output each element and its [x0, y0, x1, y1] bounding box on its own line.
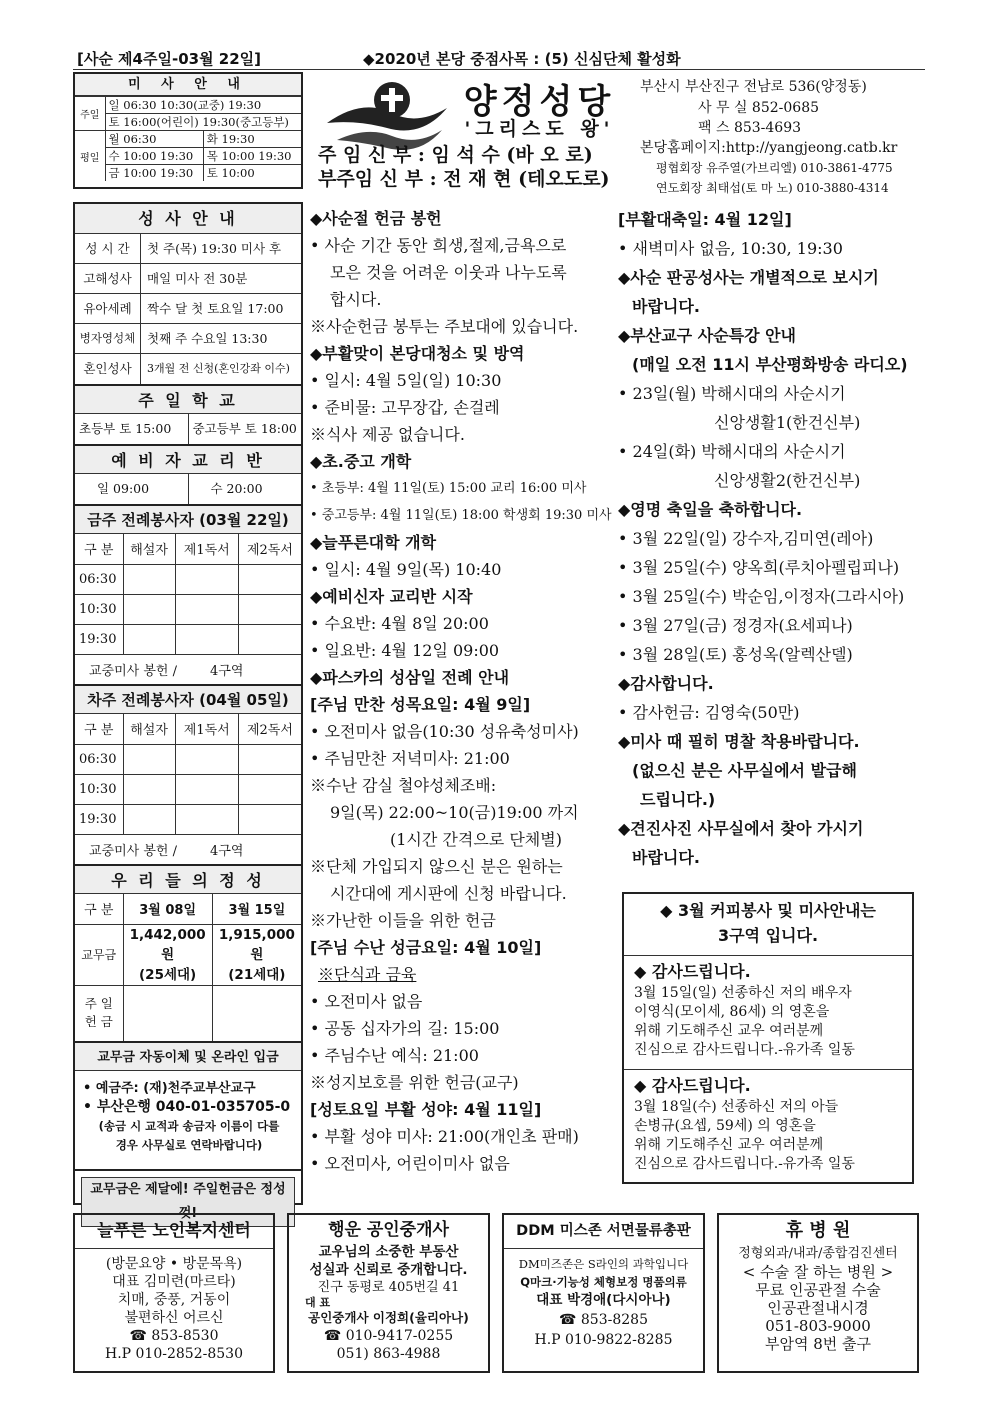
servers-this-week-table	[75, 534, 301, 684]
notice-item: (1시간 간격으로 단체별)	[390, 830, 562, 849]
thanks-notice-2	[624, 1070, 912, 1178]
ad-line: DM미즈존은 S라인의 과학입니다	[518, 1257, 689, 1271]
ad-line: H.P 010-2852-8530	[105, 1346, 243, 1362]
address: 부산시 부산진구 전남로 536(양정동)	[640, 79, 867, 95]
notice-heading-cont: (없으신 분은 사무실에서 발급해	[632, 761, 857, 780]
table-row	[75, 564, 301, 594]
sacrament-key: 혼인성사	[75, 354, 141, 384]
notice-heading-cont: 바랍니다.	[632, 297, 700, 316]
ad-line: < 수술 잘 하는 병원 >	[742, 1263, 894, 1281]
sunday-school-row	[75, 414, 301, 444]
weekday-label: 평일	[75, 131, 105, 182]
notice-item: • 23일(월) 박해시대의 사순시기	[618, 384, 846, 403]
table-row	[75, 894, 301, 924]
sacrament-value: 3개월 전 신청(혼인강좌 이수)	[147, 362, 290, 375]
notice-item: 신앙생활1(한건신부)	[714, 413, 861, 432]
sacrament-row	[75, 324, 301, 354]
notice-line: 3월 15일(일) 선종하신 저의 배우자	[634, 985, 852, 1001]
servers-this-week-title: 금주 전례봉사자 (03월 22일)	[75, 504, 301, 534]
ad-title: DDM 미스존 서면물류총판	[504, 1215, 703, 1249]
catechumen-row	[75, 474, 301, 504]
table-row	[75, 985, 301, 1041]
sacrament-key: 유아세례	[75, 294, 141, 323]
notice-item: 시간대에 게시판에 신청 바랍니다.	[330, 884, 567, 903]
tithe-0308	[123, 924, 212, 985]
ad-line: 정형외과/내과/종합검진센터	[738, 1246, 898, 1261]
ad-line: H.P 010-9822-8285	[534, 1332, 673, 1348]
sunday-school-title: 주 일 학 교	[75, 384, 301, 414]
table-header: 제1독서	[175, 534, 238, 564]
mass-time: 06:30	[75, 744, 123, 774]
liturgy-subheading: [부활대축일: 4월 12일]	[618, 210, 792, 229]
tithe-households: (21세대)	[228, 966, 286, 983]
table-row	[75, 744, 301, 774]
table-row	[75, 804, 301, 834]
weekday-mon: 월 06:30	[105, 131, 203, 148]
catechumen-wednesday: 수 20:00	[210, 481, 263, 496]
tithe-amount: 1,442,000원	[129, 926, 206, 963]
ad-hue-hospital	[717, 1213, 919, 1373]
offering-mass-note: 교중미사 봉헌 / 4구역	[89, 843, 244, 859]
mass-time: 06:30	[75, 564, 123, 594]
notice-item: • 사순 기간 동안 희생,절제,금욕으로	[310, 236, 567, 255]
table-row	[75, 654, 301, 684]
notice-heading: ◆파스카의 성삼일 전례 안내	[310, 668, 510, 687]
elementary-schedule: 초등부 토 15:00	[75, 414, 189, 444]
notice-heading: ◆ 감사드립니다.	[634, 1076, 751, 1095]
sacrament-key: 병자영성체	[75, 324, 141, 353]
table-row	[75, 714, 301, 744]
ad-realty-agent	[287, 1213, 490, 1373]
ad-line: 진구 동평로 405번길 41	[317, 1280, 460, 1295]
homepage-link[interactable]: 본당홈페이지:http://yangjeong.catb.kr	[640, 140, 898, 156]
notice-item: • 부활 성야 미사: 21:00(개인초 판매)	[310, 1127, 579, 1146]
notice-heading: ◆부활맞이 본당대청소 및 방역	[310, 344, 525, 363]
notice-line: 진심으로 감사드립니다.-유가족 일동	[634, 1156, 855, 1172]
account-holder: • 예금주: (재)천주교부산교구	[83, 1081, 256, 1096]
ad-line: 무료 인공관절 수술	[755, 1281, 881, 1299]
notice-item: • 주님만찬 저녁미사: 21:00	[310, 749, 510, 768]
left-info-column	[73, 202, 303, 1221]
table-header: 구 분	[75, 894, 123, 924]
sunday-row-2: 토 16:00(어린이) 19:30(중고등부)	[105, 114, 301, 131]
notice-item: • 일시: 4월 9일(목) 10:40	[310, 560, 502, 579]
tithe-label: 교무금	[75, 924, 123, 985]
notice-item: • 오전미사 없음(10:30 성유축성미사)	[310, 722, 579, 741]
notice-item: ※수난 감실 철야성체조배:	[310, 776, 497, 795]
sacrament-key: 고해성사	[75, 264, 141, 293]
tithe-0315	[212, 924, 301, 985]
weekday-sat: 토 10:00	[203, 165, 301, 182]
contact-block	[640, 76, 930, 198]
notice-line: 3구역 입니다.	[717, 926, 819, 945]
issue-header-bar	[73, 48, 925, 70]
table-header: 해설자	[123, 534, 175, 564]
liturgy-subheading: [주님 만찬 성목요일: 4월 9일]	[310, 695, 531, 714]
sacrament-row	[75, 264, 301, 294]
notice-item: • 3월 27일(금) 정경자(요세피나)	[618, 616, 853, 635]
church-subtitle: '그리스도 왕'	[464, 118, 615, 140]
notice-item: 9일(목) 22:00~10(금)19:00 까지	[330, 803, 579, 822]
notice-item: ※가난한 이들을 위한 헌금	[310, 911, 496, 930]
notice-item: • 3월 22일(일) 강수자,김미연(레아)	[618, 529, 874, 548]
sacrament-value: 짝수 달 첫 토요일 17:00	[147, 301, 284, 316]
table-row	[75, 594, 301, 624]
ad-line: 대 표	[305, 1296, 331, 1309]
weekday-tue: 화 19:30	[203, 131, 301, 148]
notice-item: • 수요반: 4월 8일 20:00	[310, 614, 489, 633]
ad-line: (방문요양 • 방문목욕)	[105, 1256, 243, 1272]
notice-item: ※단체 가입되지 않으신 분은 원하는	[310, 857, 563, 876]
table-header: 3월 08일	[123, 894, 212, 924]
notice-heading: ◆사순절 헌금 봉헌	[310, 209, 442, 228]
notice-item: • 3월 28일(토) 홍성옥(알렉산델)	[618, 645, 853, 664]
ad-line: 불편하신 어르신	[124, 1310, 224, 1326]
ad-line: 교우님의 소중한 부동산	[318, 1244, 459, 1260]
notice-item: • 3월 25일(수) 양옥희(루치아펠립피나)	[618, 558, 900, 577]
table-header: 구 분	[75, 534, 123, 564]
weekday-thu: 목 10:00 19:30	[203, 148, 301, 165]
ad-line: 성실과 신뢰로 중개합니다.	[309, 1262, 468, 1278]
office-phone: 사 무 실 852-0685	[698, 100, 820, 116]
sacrament-row	[75, 234, 301, 264]
table-row	[75, 774, 301, 804]
ad-line: 051) 863-4988	[336, 1346, 441, 1362]
notice-line: 이영식(모이세, 86세) 의 영혼을	[634, 1004, 830, 1020]
notice-line: 손병규(요셉, 59세) 의 영혼을	[634, 1118, 816, 1134]
table-row	[75, 834, 301, 864]
ad-title: 늘푸른 노인복지센터	[75, 1215, 273, 1249]
notice-item: • 주님수난 예식: 21:00	[310, 1046, 479, 1065]
ad-line: 대표 박경애(다시아나)	[536, 1292, 671, 1308]
catechumen-sunday: 일 09:00	[75, 474, 189, 504]
sunday-row-1: 일 06:30 10:30(교중) 19:30	[105, 97, 301, 114]
table-header: 제2독서	[238, 714, 301, 744]
sacrament-row	[75, 354, 301, 384]
coffee-service-notice	[624, 894, 912, 956]
notice-item: • 새벽미사 없음, 10:30, 19:30	[618, 239, 843, 258]
table-header: 제1독서	[175, 714, 238, 744]
pastor-line: 주 임 신 부 : 임 석 수 (바 오 로)	[318, 144, 593, 166]
transfer-note: (송금 시 교적과 송금자 이름이 다를	[98, 1119, 280, 1133]
ad-line: 공인중개사 이정희(율리아나)	[308, 1310, 469, 1325]
mass-time: 19:30	[75, 804, 123, 834]
ad-line: 치매, 중풍, 거동이	[117, 1292, 231, 1308]
mass-schedule-box	[73, 72, 303, 189]
notice-item: • 공동 십자가의 길: 15:00	[310, 1019, 500, 1038]
notice-line: 위해 기도해주신 교우 여러분께	[634, 1023, 824, 1039]
notice-heading-cont: 바랍니다.	[632, 848, 700, 867]
notice-heading: ◆늘푸른대학 개학	[310, 533, 437, 552]
tithe-households: (25세대)	[139, 966, 197, 983]
table-row	[75, 924, 301, 985]
label-line: 헌 금	[84, 1014, 113, 1030]
union-president: 연도회장 최태섭(토 마 노) 010-3880-4314	[656, 181, 889, 195]
pastoral-focus: ◆2020년 본당 중점사목 : (5) 신심단체 활성화	[363, 50, 681, 68]
liturgy-subheading: [주님 수난 성금요일: 4월 10일]	[310, 938, 542, 957]
notice-item: ※성지보호를 위한 헌금(교구)	[310, 1073, 519, 1092]
ad-senior-welfare-center	[73, 1213, 275, 1373]
offerings-title: 우 리 들 의 정 성	[75, 864, 301, 894]
table-row	[75, 624, 301, 654]
ad-line: 부암역 8번 출구	[764, 1335, 872, 1353]
mass-time: 10:30	[75, 774, 123, 804]
notice-item: 신앙생활2(한건신부)	[714, 471, 861, 490]
notice-heading: ◆감사합니다.	[618, 674, 714, 693]
ad-line: ☎ 010-9417-0255	[323, 1328, 454, 1344]
notice-line: 3월 18일(수) 선종하신 저의 아들	[634, 1099, 839, 1115]
table-header: 3월 15일	[212, 894, 301, 924]
notice-item: • 24일(화) 박해시대의 사순시기	[618, 442, 846, 461]
notice-item: • 3월 25일(수) 박순임,이정자(그라시아)	[618, 587, 905, 606]
sacrament-value: 첫 주(목) 19:30 미사 후	[147, 241, 282, 256]
ad-line: 인공관절내시경	[767, 1299, 869, 1317]
notice-item: • 감사헌금: 김영숙(50만)	[618, 703, 800, 722]
council-president: 평협회장 유주열(가브리엘) 010-3861-4775	[656, 161, 893, 175]
notice-line: 진심으로 감사드립니다.-유가족 일동	[634, 1042, 855, 1058]
thanks-notice-1	[624, 956, 912, 1070]
ad-line: ☎ 853-8530	[129, 1328, 219, 1344]
weekday-fri: 금 10:00 19:30	[105, 165, 203, 182]
notice-line: 위해 기도해주신 교우 여러분께	[634, 1137, 824, 1153]
ad-line: Q마크·기능성 체형보정 명품의류	[520, 1275, 687, 1289]
ad-missjohn-fashion	[502, 1213, 705, 1373]
tithe-slogan: 교무금은 제달에! 주일헌금은 정성껏!	[81, 1177, 295, 1227]
table-header: 해설자	[123, 714, 175, 744]
bank-account: • 부산은행 040-01-035705-0	[83, 1099, 291, 1115]
ad-title: 행운 공인중개사	[328, 1220, 449, 1240]
servers-next-week-table	[75, 714, 301, 864]
mass-time: 10:30	[75, 594, 123, 624]
offerings-table	[75, 894, 301, 1041]
notice-item: ※단식과 금육	[318, 965, 417, 984]
notice-item: • 일시: 4월 5일(일) 10:30	[310, 371, 502, 390]
notice-item: • 초등부: 4월 11일(토) 15:00 교리 16:00 미사	[310, 481, 587, 496]
sacrament-value: 매일 미사 전 30분	[147, 271, 248, 286]
notice-item: • 오전미사 없음	[310, 992, 423, 1011]
mass-time: 19:30	[75, 624, 123, 654]
notice-item: • 준비물: 고무장갑, 손걸레	[310, 398, 500, 417]
notice-item: 모은 것을 어려운 이웃과 나누도록	[330, 263, 567, 282]
transfer-note: 경우 사무실로 연락바랍니다)	[115, 1138, 263, 1152]
notice-line: ◆ 3월 커피봉사 및 미사안내는	[660, 901, 876, 920]
secondary-schedule: 중고등부 토 18:00	[192, 421, 297, 436]
servers-next-week-title: 차주 전례봉사자 (04월 05일)	[75, 684, 301, 714]
ad-title: 휴 병 원	[785, 1220, 851, 1241]
sacrament-row	[75, 294, 301, 324]
notice-heading: ◆ 감사드립니다.	[634, 962, 751, 981]
notice-heading: ◆견진사진 사무실에서 찾아 가시기	[618, 819, 864, 838]
notice-item: • 중고등부: 4월 11일(토) 18:00 학생회 19:30 미사	[310, 508, 612, 523]
notice-heading-cont: (매일 오전 11시 부산평화방송 라디오)	[632, 355, 908, 374]
ad-line: ☎ 853-8285	[559, 1312, 648, 1328]
table-row	[75, 534, 301, 564]
middle-notices-column	[310, 205, 615, 1177]
notice-heading: ◆예비신자 교리반 시작	[310, 587, 473, 606]
priests-block	[318, 143, 630, 191]
notice-heading: ◆미사 때 필히 명찰 착용바랍니다.	[618, 732, 860, 751]
sacrament-value: 첫째 주 수요일 13:30	[147, 331, 268, 346]
tithe-amount: 1,915,000원	[218, 926, 295, 963]
notice-item: ※식사 제공 없습니다.	[310, 425, 465, 444]
mass-schedule-title: 미 사 안 내	[75, 74, 301, 96]
table-header: 제2독서	[238, 534, 301, 564]
notice-item: • 일요반: 4월 12일 09:00	[310, 641, 500, 660]
catechumen-title: 예 비 자 교 리 반	[75, 444, 301, 474]
notice-item: ※사순헌금 봉투는 주보대에 있습니다.	[310, 317, 579, 336]
ad-line: 대표 김미련(마르타)	[112, 1274, 236, 1290]
sunday-collection-label	[75, 985, 123, 1041]
sacraments-title: 성 사 안 내	[75, 204, 301, 234]
fax-number: 팩 스 853-4693	[698, 120, 802, 136]
transfer-title: 교무금 자동이체 및 온라인 입금	[75, 1041, 301, 1071]
offering-mass-note: 교중미사 봉헌 / 4구역	[89, 663, 244, 679]
notice-heading-cont: 드립니다.)	[640, 790, 716, 809]
notice-heading: ◆영명 축일을 축하합니다.	[618, 500, 803, 519]
notice-heading: ◆부산교구 사순특강 안내	[618, 326, 797, 345]
transfer-info	[75, 1071, 301, 1171]
notice-item: • 오전미사, 어린이미사 없음	[310, 1154, 510, 1173]
table-header: 구 분	[75, 714, 123, 744]
assistant-pastor-line: 부주임 신 부 : 전 재 현 (테오도로)	[318, 168, 610, 190]
right-notices-column	[618, 205, 918, 872]
issue-date: [사순 제4주일-03월 22일]	[77, 50, 261, 68]
weekday-wed: 수 10:00 19:30	[105, 148, 203, 165]
ad-line: 051-803-9000	[765, 1317, 871, 1335]
notice-heading: ◆초.중고 개학	[310, 452, 412, 471]
sacrament-key: 성 시 간	[75, 234, 141, 263]
sunday-label: 주일	[75, 97, 105, 131]
mass-schedule-table	[75, 96, 301, 181]
label-line: 주 일	[84, 996, 113, 1012]
notice-item: 합시다.	[330, 290, 382, 309]
boxed-notices	[622, 892, 914, 1184]
notice-heading: ◆사순 판공성사는 개별적으로 보시기	[618, 268, 879, 287]
liturgy-subheading: [성토요일 부활 성야: 4월 11일]	[310, 1100, 542, 1119]
church-name: 양정성당	[463, 82, 616, 122]
